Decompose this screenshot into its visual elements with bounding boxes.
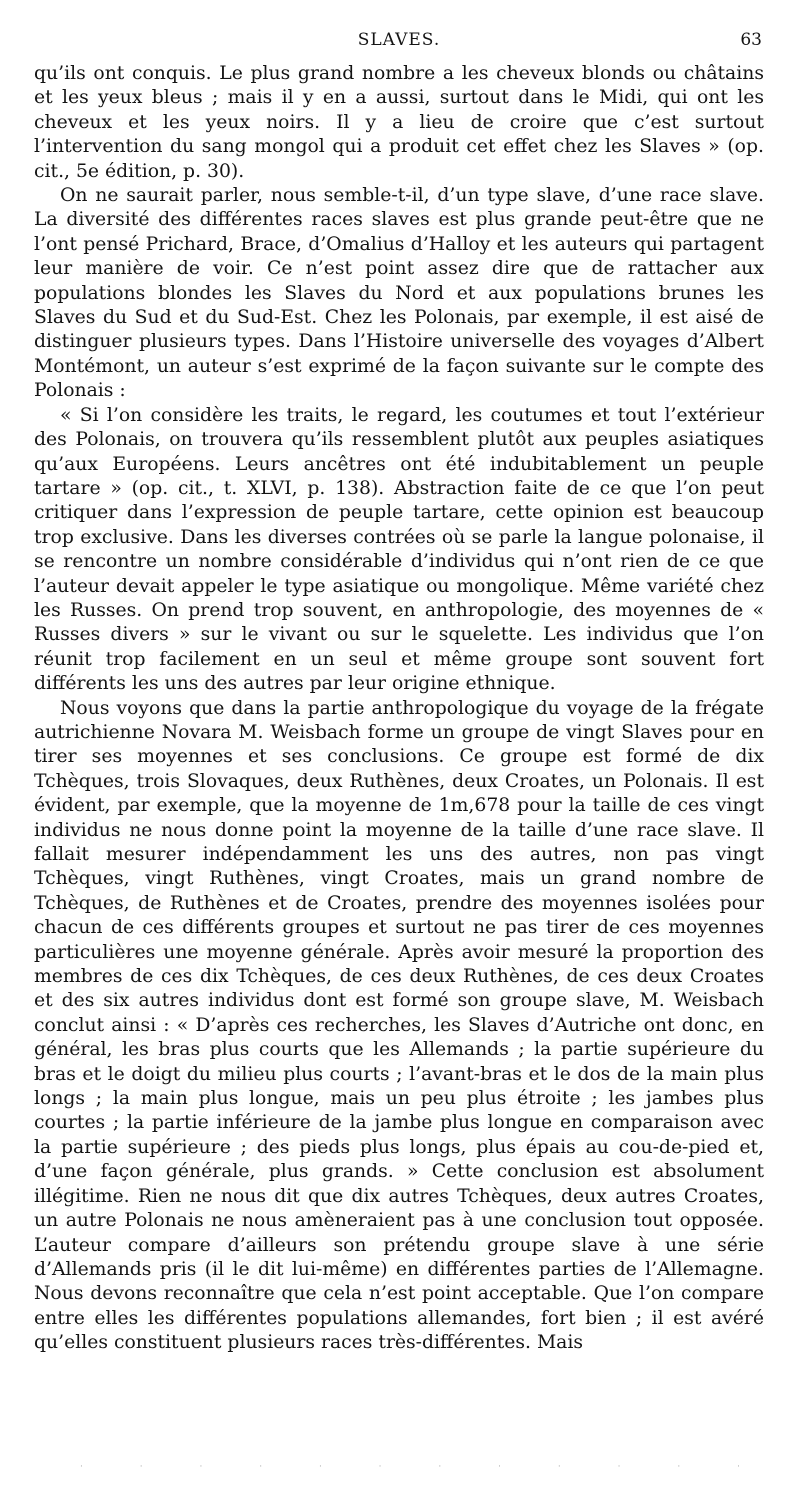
book-page [34,22,764,1356]
body-text [34,62,764,1356]
paragraph-4: Nous voyons que dans la partie anthropologique du voyage de la frégate autrichienne Novara M. Weisbach forme un groupe de vingt Slaves pour en tirer ses moyennes et ses conclusions. Ce groupe est formé de dix Tchèques, trois Slovaques, deux Ruthènes, deux Croates, un Polonais. Il est évident, par exemple, que la moyenne de 1m,678 pour la taille de ces vingt individus ne nous donne point la moyenne de la taille d’une race slave. Il fallait mesurer indépendamment les uns des autres, non pas vingt Tchèques, vingt Ruthènes, vingt Croates, mais un grand nombre de Tchèques, de Ruthènes et de Croates, prendre des moyennes isolées pour chacun de ces différents groupes et surtout ne pas tirer de ces moyennes particulières une moyenne générale. Après avoir mesuré la proportion des membres de ces dix Tchèques, de ces deux Ruthènes, de ces deux Croates et des six autres individus dont est formé son groupe slave, M. Weisbach conclut ainsi : « D’après ces recherches, les Slaves d’Autriche ont donc, en général, les bras plus courts que les Allemands ; la partie supérieure du bras et le doigt du milieu plus courts ; l’avant-bras et le dos de la main plus longs ; la main plus longue, mais un peu plus étroite ; les jambes plus courtes ; la partie inférieure de la jambe plus longue en comparaison avec la partie supérieure ; des pieds plus longs, plus épais au cou-de-pied et, d’une façon générale, plus grands. » Cette conclusion est absolument illégitime. Rien ne nous dit que dix autres Tchèques, deux autres Croates, un autre Polonais ne nous amèneraient pas à une conclusion tout opposée. L’auteur compare d’ailleurs son prétendu groupe slave à une série d’Allemands pris (il le dit lui-même) en différentes parties de l’Allemagne. Nous devons reconnaître que cela n’est point acceptable. Que l’on compare entre elles les différentes populations allemandes, fort bien ; il est avéré qu’elles constituent plusieurs races très-différentes. Mais [34,697,764,1354]
page-number: 63 [740,30,762,50]
scan-artifacts: · · · · · · · · · · · · [80,1462,740,1472]
running-title: SLAVES. [357,30,441,50]
paragraph-1: qu’ils ont conquis. Le plus grand nombre a les cheveux blonds ou châtains et les yeux bleus ; mais il y en a aussi, surtout dans le Midi, qui ont les cheveux et les yeux noirs. Il y a lieu de croire que c’est surtout l’intervention du sang mongol qui a produit cet effet chez les Slaves » (op. cit., 5e édition, p. 30). [34,63,764,182]
paragraph-3: « Si l’on considère les traits, le regard, les coutumes et tout l’extérieur des Polonais, on trouvera qu’ils ressemblent plutôt aux peuples asiatiques qu’aux Européens. Leurs ancêtres ont été indubitablement un peuple tartare » (op. cit., t. XLVI, p. 138). Abstraction faite de ce que l’on peut critiquer dans l’expression de peuple tartare, cette opinion est beaucoup trop exclusive. Dans les diverses contrées où se parle la langue polonaise, il se rencontre un nombre considérable d’individus qui n’ont rien de ce que l’auteur devait appeler le type asiatique ou mongolique. Même variété chez les Russes. On prend trop souvent, en anthropologie, des moyennes de « Russes divers » sur le vivant ou sur le squelette. Les individus que l’on réunit trop facilement en un seul et même groupe sont souvent fort différents les uns des autres par leur origine ethnique. [34,404,764,695]
running-head [34,22,764,62]
paragraph-2: On ne saurait parler, nous semble-t-il, d’un type slave, d’une race slave. La diversité des différentes races slaves est plus grande peut-être que ne l’ont pensé Prichard, Brace, d’Omalius d’Halloy et les auteurs qui partagent leur manière de voir. Ce n’est point assez dire que de rattacher aux populations blondes les Slaves du Nord et aux populations brunes les Slaves du Sud et du Sud-Est. Chez les Polonais, par exemple, il est aisé de distinguer plusieurs types. Dans l’Histoire universelle des voyages d’Albert Montémont, un auteur s’est exprimé de la façon suivante sur le compte des Polonais : [34,185,764,402]
